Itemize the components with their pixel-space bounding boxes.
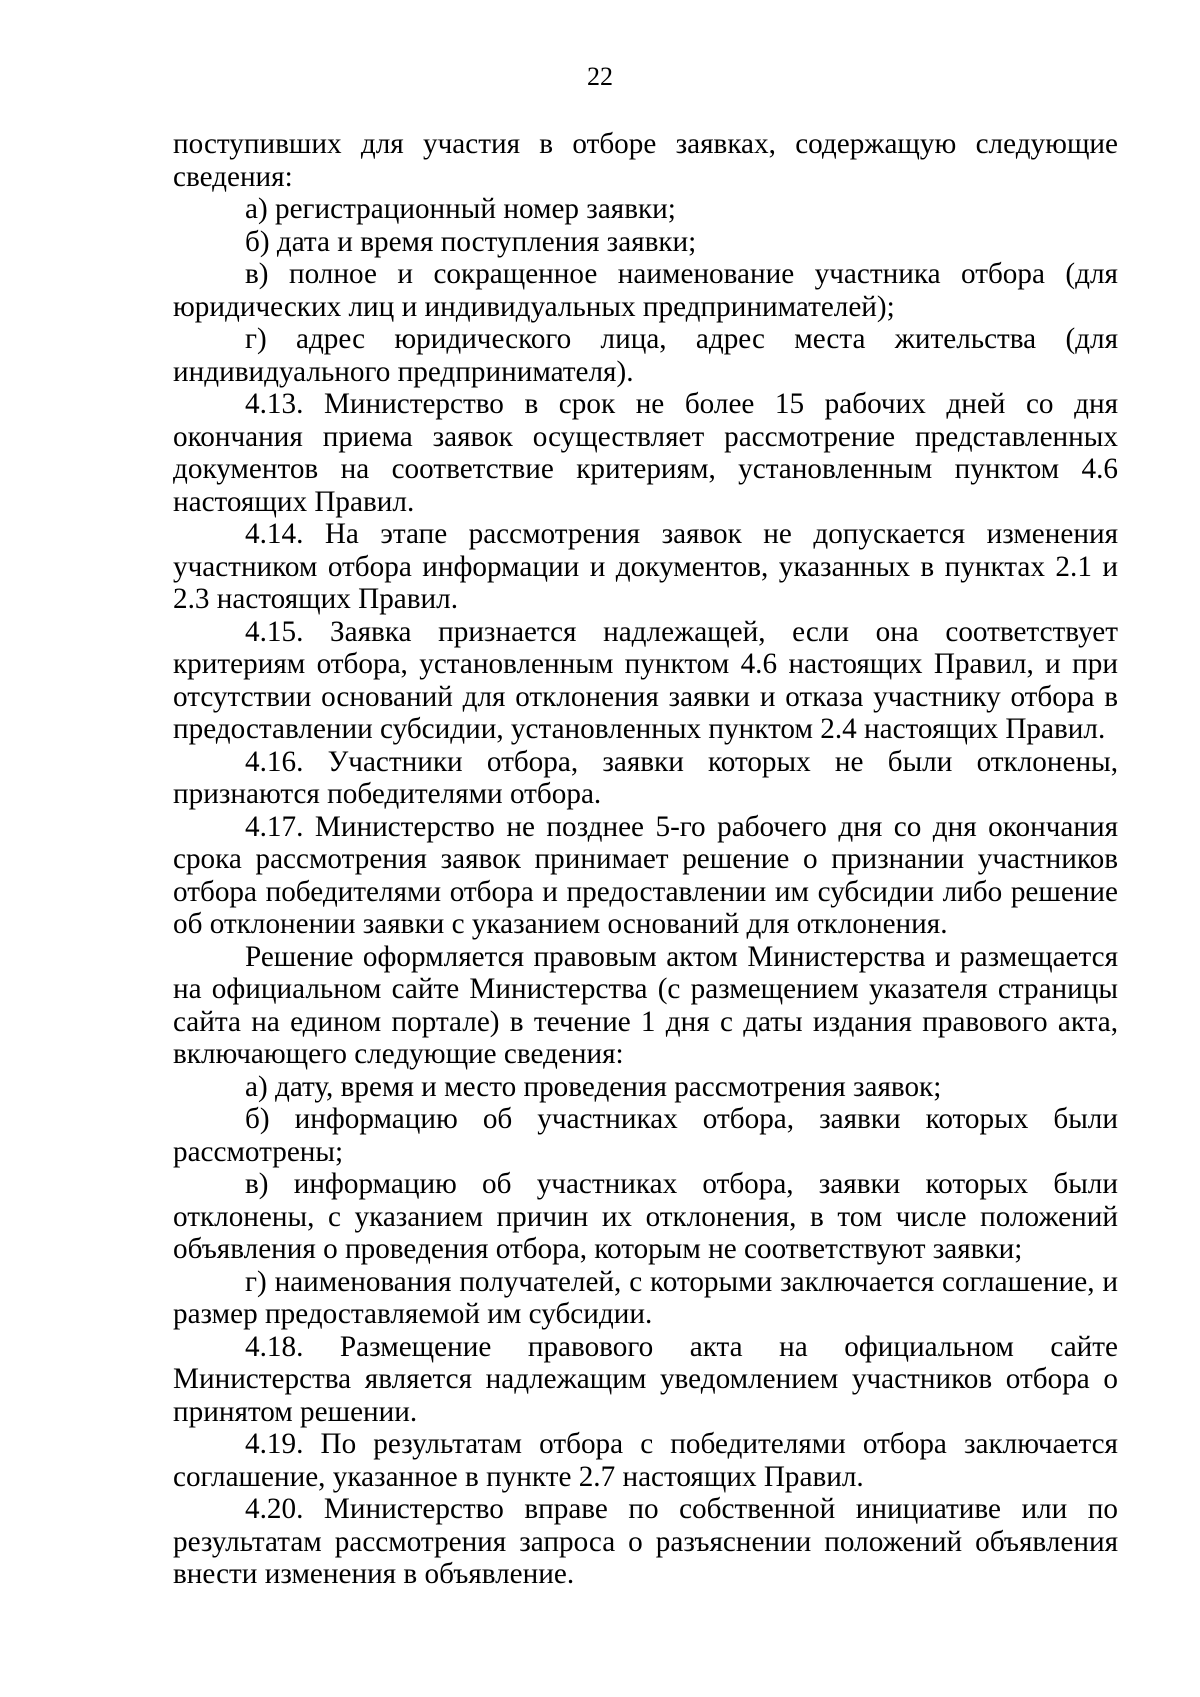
page-number: 22	[587, 62, 613, 91]
document-body	[173, 128, 1118, 1591]
list-item-b-reviewed-participants: б) информацию об участниках отбора, заявки которых были рассмотрены;	[173, 1103, 1118, 1168]
list-item-v-participant-name: в) полное и сокращенное наименование участника отбора (для юридических лиц и индивидуальных предпринимателей);	[173, 258, 1118, 323]
paragraph-4-16: 4.16. Участники отбора, заявки которых не были отклонены, признаются победителями отбора.	[173, 745, 1118, 810]
paragraph-4-17: 4.17. Министерство не позднее 5-го рабочего дня со дня окончания срока рассмотрения заявок принимает решение о признании участников отбора победителями отбора и предоставлении им субсидии либо решение об отклонении заявки с указанием оснований для отклонения.	[173, 810, 1118, 940]
paragraph-4-19: 4.19. По результатам отбора с победителями отбора заключается соглашение, указанное в пункте 2.7 настоящих Правил.	[173, 1428, 1118, 1493]
paragraph-intro: поступивших для участия в отборе заявках, содержащую следующие сведения:	[173, 128, 1118, 193]
paragraph-4-20: 4.20. Министерство вправе по собственной инициативе или по результатам рассмотрения запроса о разъяснении положений объявления внести изменения в объявление.	[173, 1493, 1118, 1590]
list-item-g-address: г) адрес юридического лица, адрес места жительства (для индивидуального предпринимателя).	[173, 323, 1118, 388]
paragraph-decision: Решение оформляется правовым актом Министерства и размещается на официальном сайте Министерства (с размещением указателя страницы сайта на едином портале) в течение 1 дня с даты издания правового акта, включающего следующие сведения:	[173, 940, 1118, 1070]
paragraph-4-18: 4.18. Размещение правового акта на официальном сайте Министерства является надлежащим уведомлением участников отбора о принятом решении.	[173, 1330, 1118, 1428]
paragraph-4-13: 4.13. Министерство в срок не более 15 рабочих дней со дня окончания приема заявок осуществляет рассмотрение представленных документов на соответствие критериям, установленным пунктом 4.6 настоящих Правил.	[173, 388, 1118, 518]
list-item-a-application-number: а) регистрационный номер заявки;	[245, 193, 676, 225]
list-item-g-recipients: г) наименования получателей, с которыми заключается соглашение, и размер предоставляемой им субсидии.	[173, 1265, 1118, 1330]
list-item-a-review-date: а) дату, время и место проведения рассмотрения заявок;	[245, 1070, 942, 1103]
list-item-v-rejected-participants: в) информацию об участниках отбора, заявки которых были отклонены, с указанием причин их отклонения, в том числе положений объявления о проведения отбора, которым не соответствуют заявки;	[173, 1168, 1118, 1265]
list-item-b-application-date: б) дата и время поступления заявки;	[245, 225, 697, 258]
paragraph-4-15: 4.15. Заявка признается надлежащей, если она соответствует критериям отбора, установленным пунктом 4.6 настоящих Правил, и при отсутствии оснований для отклонения заявки и отказа участнику отбора в предоставлении субсидии, установленных пунктом 2.4 настоящих Правил.	[173, 615, 1118, 745]
paragraph-4-14: 4.14. На этапе рассмотрения заявок не допускается изменения участником отбора информации и документов, указанных в пунктах 2.1 и 2.3 настоящих Правил.	[173, 518, 1118, 615]
